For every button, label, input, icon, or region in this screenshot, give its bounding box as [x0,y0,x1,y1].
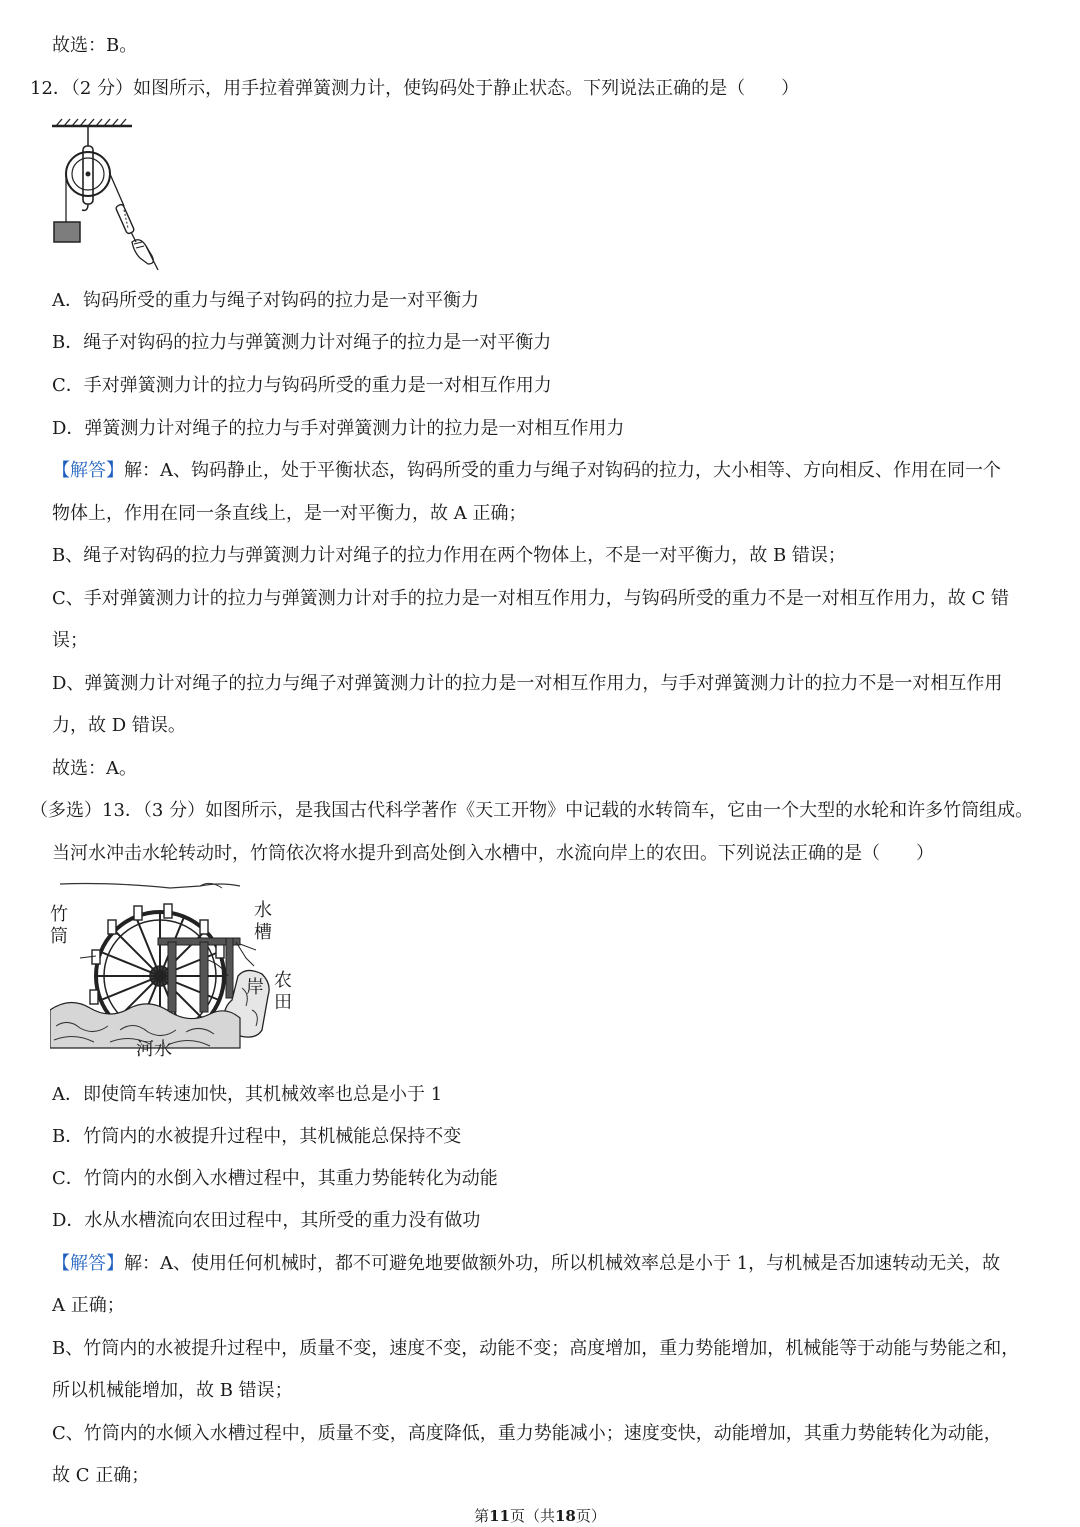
q12-analysis-line-5: 误； [52,630,88,651]
footer-middle: 页（共 [509,1507,555,1525]
q12-option-d: D．弹簧测力计对绳子的拉力与手对弹簧测力计的拉力是一对相互作用力 [52,418,625,439]
q13-analysis-line-3: B、竹筒内的水被提升过程中，质量不变，速度不变，动能不变；高度增加，重力势能增加，机械能等于动能与势能之和， [52,1338,1020,1359]
q13-option-a: A．即使筒车转速加快，其机械效率也总是小于 1 [52,1084,443,1105]
q13-option-b: B．竹筒内的水被提升过程中，其机械能总保持不变 [52,1126,462,1147]
q12-option-a: A．钩码所受的重力与绳子对钩码的拉力是一对平衡力 [52,290,479,311]
q13-analysis-line-4: 所以机械能增加，故 B 错误； [52,1380,293,1401]
q12-analysis-tag: 【解答】 [52,460,124,481]
q12-analysis-line-6: D、弹簧测力计对绳子的拉力与绳子对弹簧测力计的拉力是一对相互作用力，与手对弹簧测力计的拉力不是一对相互作用 [52,673,1003,694]
pulley-figure [48,118,168,275]
q12-stem: 12．（2 分）如图所示，用手拉着弹簧测力计，使钩码处于静止状态。下列说法正确的是（ ） [30,78,800,99]
q12-analysis-line-7: 力，故 D 错误。 [52,715,186,736]
q13-analysis-line-2: A 正确； [52,1295,125,1316]
q12-analysis-line-2: 物体上，作用在同一条直线上，是一对平衡力，故 A 正确； [52,503,527,524]
q12-analysis-line-1 [52,459,1001,483]
q13-analysis-text: 解：A、使用任何机械时，都不可避免地要做额外功，所以机械效率总是小于 1，与机械是否加速转动无关，故 [124,1253,1001,1274]
page-footer [0,1505,1080,1526]
q11-answer: 故选：B。 [52,35,138,56]
q12-analysis-line-3: B、绳子对钩码的拉力与弹簧测力计对绳子的拉力作用在两个物体上，不是一对平衡力，故 B 错误； [52,545,846,566]
label-farmland: 农田 [274,970,292,1013]
footer-prefix: 第 [474,1507,490,1525]
footer-page-number: 11 [489,1507,510,1525]
q13-analysis-line-5: C、竹筒内的水倾入水槽过程中，质量不变，高度降低，重力势能减小；速度变快，动能增加，其重力势能转化为动能， [52,1423,1002,1444]
q13-stem-line-1: （多选）13．（3 分）如图所示，是我国古代科学著作《天工开物》中记载的水转筒车，它由一个大型的水轮和许多竹筒组成。 [30,800,1034,821]
q12-option-c: C．手对弹簧测力计的拉力与钩码所受的重力是一对相互作用力 [52,375,552,396]
label-bank: 岸 [246,977,264,998]
q12-option-b: B．绳子对钩码的拉力与弹簧测力计对绳子的拉力是一对平衡力 [52,332,552,353]
waterwheel-figure [50,880,292,1062]
label-river-water: 河水 [136,1039,172,1060]
q12-analysis-text: 解：A、钩码静止，处于平衡状态，钩码所受的重力与绳子对钩码的拉力，大小相等、方向相反、作用在同一个 [124,460,1001,481]
label-bamboo-tube: 竹筒 [50,904,68,947]
q13-option-c: C．竹筒内的水倒入水槽过程中，其重力势能转化为动能 [52,1168,498,1189]
q13-analysis-tag: 【解答】 [52,1253,124,1274]
q13-option-d: D．水从水槽流向农田过程中，其所受的重力没有做功 [52,1210,481,1231]
footer-suffix: 页） [575,1507,606,1525]
q12-analysis-line-4: C、手对弹簧测力计的拉力与弹簧测力计对手的拉力是一对相互作用力，与钩码所受的重力不是一对相互作用力，故 C 错 [52,588,1009,609]
q12-answer: 故选：A。 [52,758,137,779]
footer-total-pages: 18 [555,1507,576,1525]
q13-stem-line-2: 当河水冲击水轮转动时，竹筒依次将水提升到高处倒入水槽中，水流向岸上的农田。下列说法正确的是（ ） [52,843,934,864]
label-water-trough: 水槽 [254,900,272,943]
q13-analysis-line-1 [52,1252,1000,1276]
q13-analysis-line-6: 故 C 正确； [52,1465,150,1486]
